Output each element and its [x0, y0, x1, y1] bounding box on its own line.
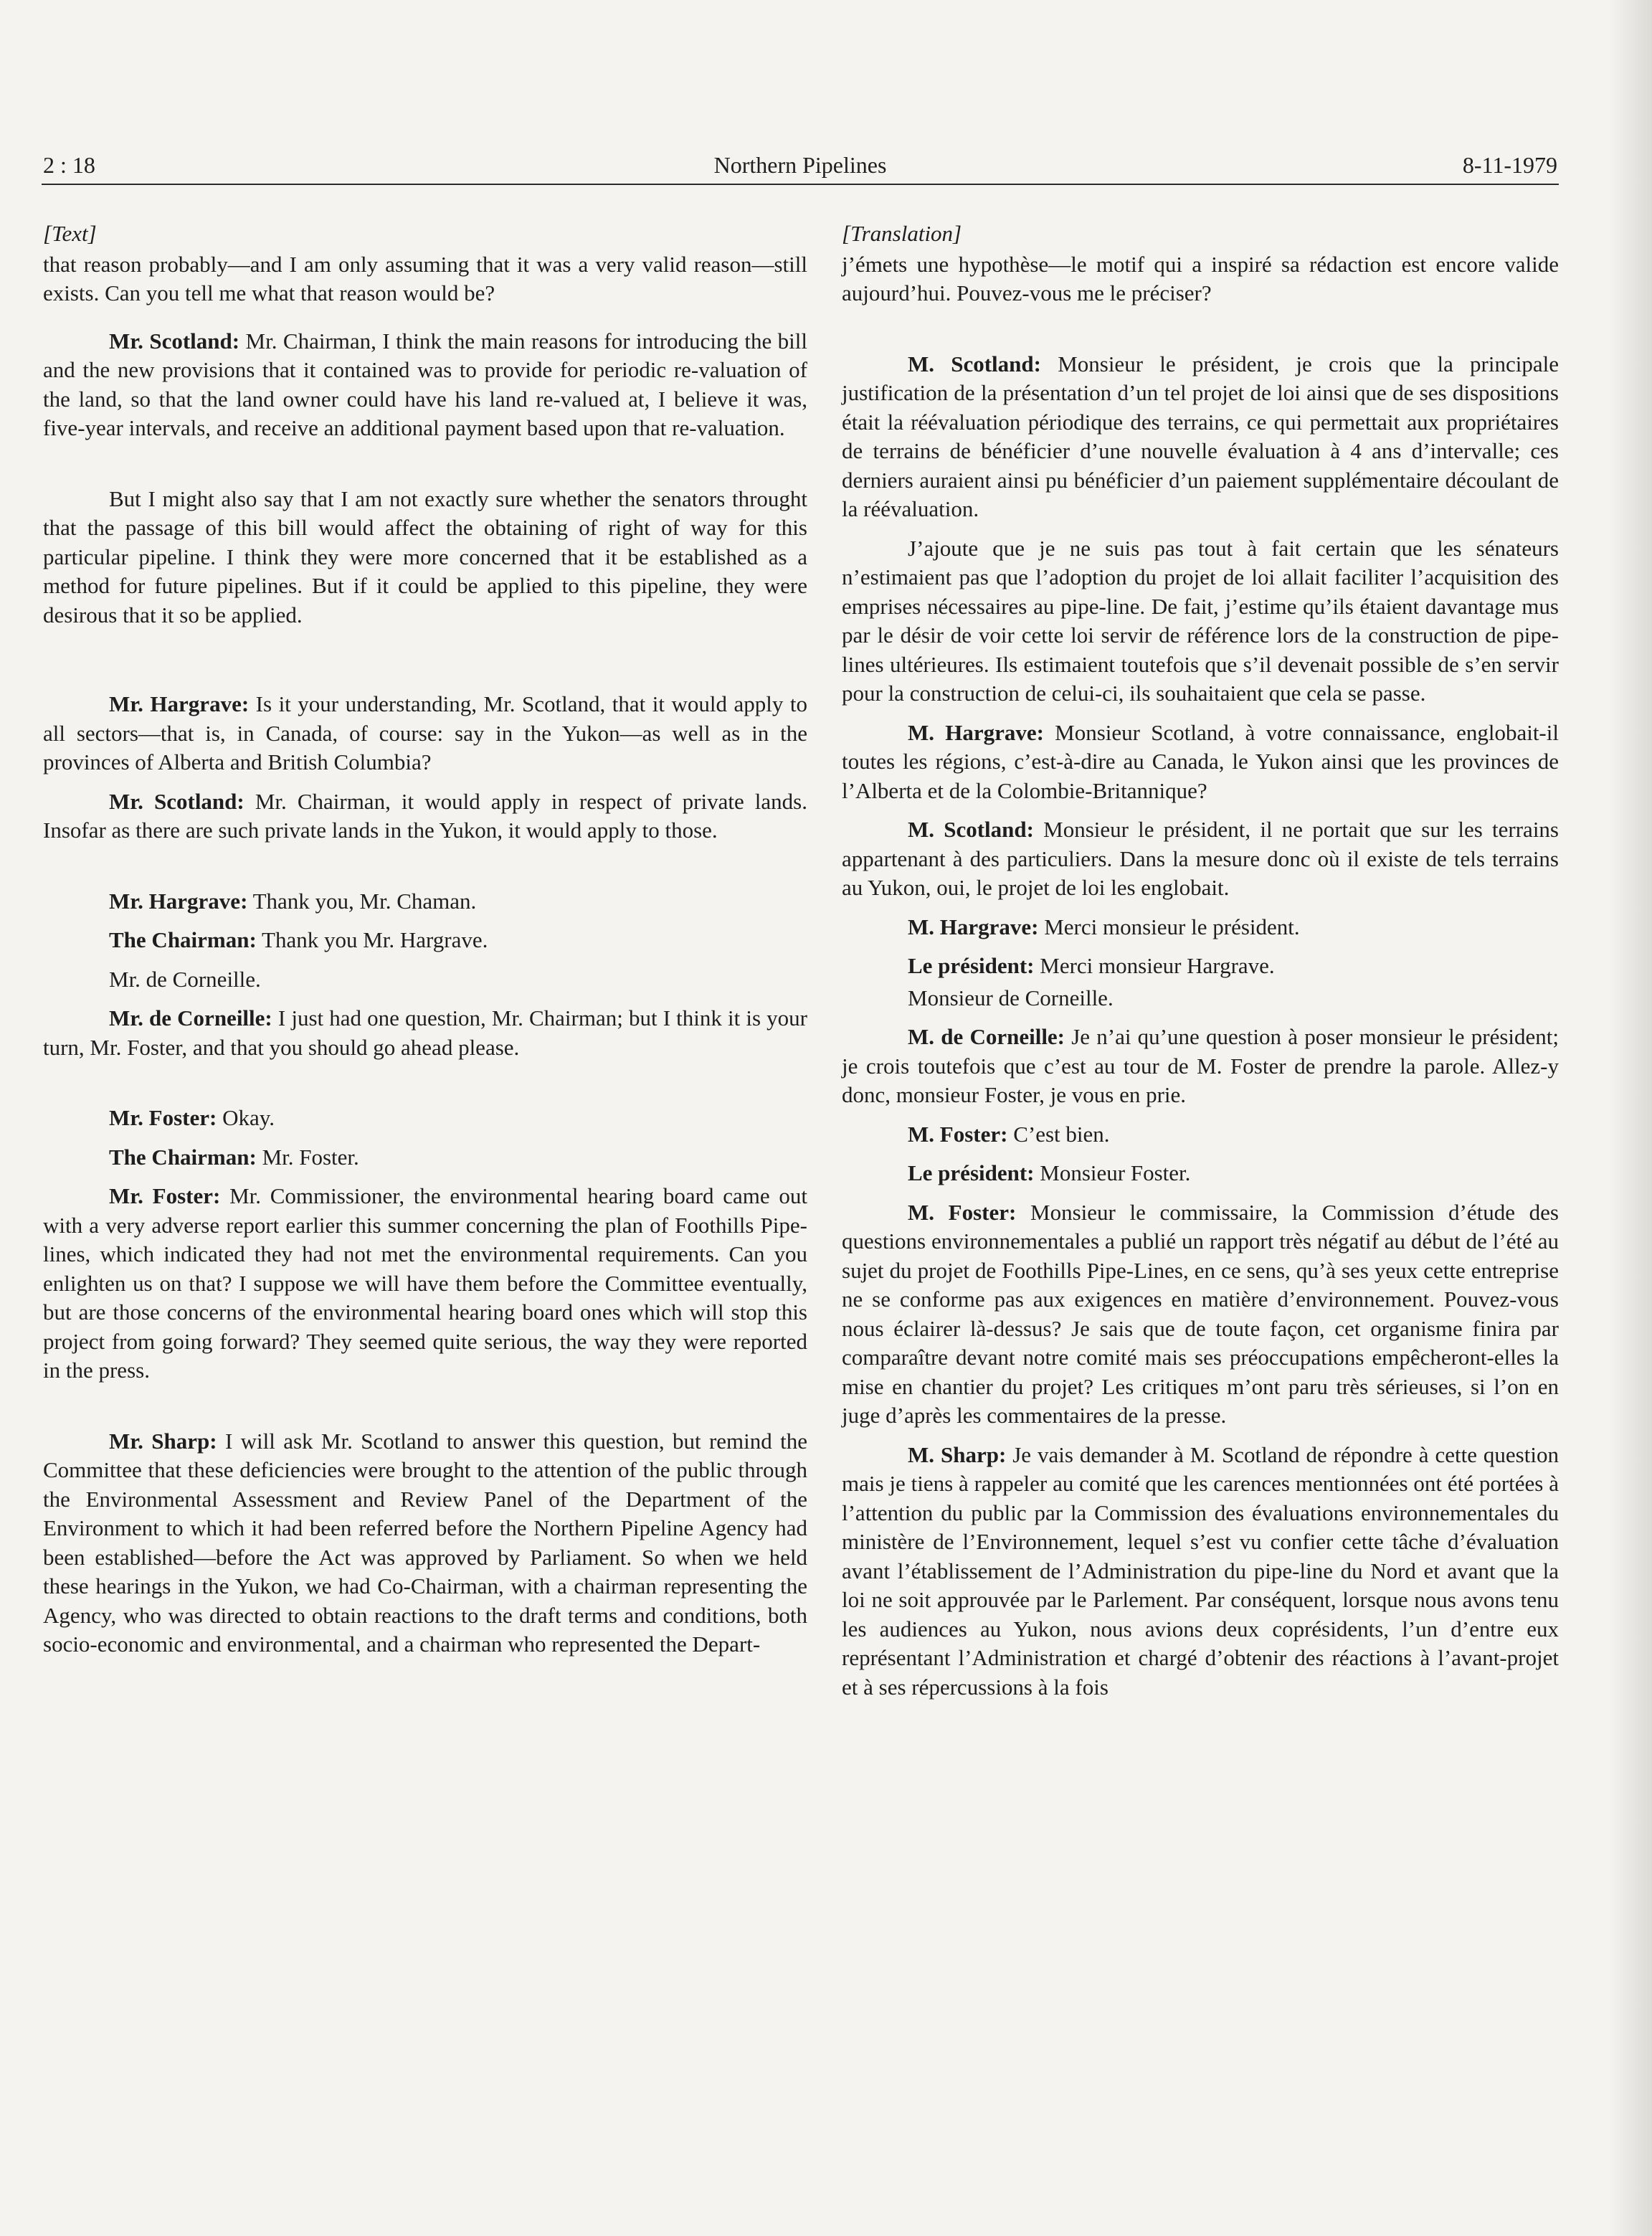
paragraph-text: C’est bien.	[1007, 1121, 1110, 1147]
paragraph-text: Merci monsieur le président.	[1038, 914, 1300, 939]
paragraph-text: But I might also say that I am not exactly sure whether the senators throught that the passage of this bill would affect the obtaining of right of way for this particular pipeline. I think they were more concerned that it be established as a method for future pipelines. But if it could be applied to this pipeline, they were desirous that it so be applied.	[43, 485, 807, 627]
paragraph	[842, 952, 1559, 981]
text-marker: [Text]	[43, 221, 97, 246]
paragraph-text: Mr. Chairman, it would apply in respect of private lands. Insofar as there are such private lands in the Yukon, it would apply to those.	[43, 788, 807, 843]
paragraph-text: Mr. Commissioner, the environmental hearing board came out with a very adverse report earlier this summer concerning the plan of Foothills Pipe-lines, which indicated they had not met the environmental requirements. Can you enlighten us on that? I suppose we will have them before the Committee eventually, but are those concerns of the environmental hearing board ones which will stop this project from going forward? They seemed quite serious, the way they were reported in the press.	[43, 1183, 807, 1383]
paragraph-text: j’émets une hypothèse—le motif qui a inspiré sa rédaction est encore valide aujourd’hui. Pouvez-vous me le préciser?	[842, 251, 1559, 305]
speaker: Le président:	[908, 953, 1035, 978]
paragraph	[43, 887, 807, 916]
page-edge-shadow	[1609, 0, 1652, 2236]
english-column	[43, 219, 807, 1678]
paragraph-text: Thank you Mr. Hargrave.	[256, 927, 488, 952]
paragraph-text: Mr. Chairman, I think the main reasons for introducing the bill and the new provisions that it contained was to provide for periodic re-valuation of the land, so that the land owner could have his land re-valued at, I believe it was, five-year intervals, and receive an additional payment based upon that re-valuation.	[43, 328, 807, 440]
paragraph	[842, 250, 1559, 308]
paragraph-text: that reason probably—and I am only assuming that it was a very valid reason—still exists. Can you tell me what that reason would be?	[43, 251, 807, 305]
paragraph	[43, 1104, 807, 1133]
paragraph-text: Monsieur le président, il ne portait que sur les terrains appartenant à des particuliers. Dans la mesure donc où il existe de tels terrains au Yukon, oui, le projet de loi les englobait.	[842, 817, 1559, 900]
paragraph	[43, 787, 807, 845]
french-column	[842, 219, 1559, 1720]
paragraph	[43, 965, 807, 995]
paragraph-text: Monsieur de Corneille.	[908, 985, 1114, 1010]
paragraph-text: Mr. de Corneille.	[109, 966, 261, 992]
paragraph	[842, 1120, 1559, 1150]
paragraph	[842, 1441, 1559, 1702]
paragraph	[842, 350, 1559, 524]
speaker: M. Sharp:	[908, 1441, 1007, 1467]
speaker: M. Scotland:	[908, 351, 1041, 376]
running-title: Northern Pipelines	[713, 152, 887, 178]
speaker: M. Foster:	[908, 1199, 1017, 1225]
speaker: M. de Corneille:	[908, 1024, 1065, 1049]
speaker: Mr. de Corneille:	[109, 1005, 272, 1031]
paragraph	[43, 1427, 807, 1659]
speaker: The Chairman:	[109, 927, 257, 952]
paragraph	[43, 485, 807, 630]
paragraph	[842, 719, 1559, 806]
paragraph-text: I will ask Mr. Scotland to answer this question, but remind the Committee that these deficiencies were brought to the attention of the public through the Environmental Assessment and Review Panel of the Department of the Environment to which it had been referred before the Northern Pipeline Agency had been established—before the Act was approved by Parliament. So when we held these hearings in the Yukon, we had Co-Chairman, with a chairman representing the Agency, who was directed to obtain reactions to the draft terms and conditions, both socio-economic and environmental, and a chairman who represented the Depart-	[43, 1428, 807, 1657]
paragraph-text: Okay.	[217, 1105, 275, 1130]
paragraph-text: Je n’ai qu’une question à poser monsieur le président; je crois toutefois que c’est au tour de M. Foster de prendre la parole. Allez-y donc, monsieur Foster, je vous en prie.	[842, 1024, 1560, 1107]
paragraph	[43, 1004, 807, 1062]
paragraph	[842, 913, 1559, 942]
paragraph-text: Thank you, Mr. Chaman.	[247, 888, 477, 914]
page-header	[43, 146, 1557, 184]
paragraph-text: J’ajoute que je ne suis pas tout à fait certain que les sénateurs n’estimaient pas que l’adoption du projet de loi allait faciliter l’acquisition des emprises nécessaires au pipe-line. De fait, j’estime qu’ils étaient davantage mus par le désir de voir cette loi servir de référence lors de la construction de pipe-lines ultérieures. Ils estimaient toutefois que s’il devenait possible de s’en servir pour la construction de celui-ci, ils souhaitaient que cela se passe.	[842, 535, 1559, 706]
translation-marker: [Translation]	[842, 221, 962, 246]
paragraph	[842, 1023, 1559, 1110]
paragraph	[43, 327, 807, 443]
paragraph	[842, 534, 1559, 709]
paragraph-text: Is it your understanding, Mr. Scotland, that it would apply to all sectors—that is, in Canada, of course: say in the Yukon—as well as in the provinces of Alberta and British Columbia?	[43, 691, 807, 774]
paragraph	[43, 1143, 807, 1173]
speaker: M. Hargrave:	[908, 719, 1044, 745]
paragraph-text: Merci monsieur Hargrave.	[1034, 953, 1275, 978]
speaker: Le président:	[908, 1160, 1035, 1185]
speaker: Mr. Hargrave:	[109, 691, 250, 716]
paragraph	[842, 1198, 1559, 1431]
paragraph	[43, 690, 807, 777]
paragraph-text: Monsieur le président, je crois que la principale justification de la présentation d’un tel projet de loi ainsi que de ses dispositions était la réévaluation périodique des terrains, ce qui permettait aux propriétaires de terrains de bénéficier d’une nouvelle évaluation à 4 ans d’intervalle; ces derniers auraient ainsi pu bénéficier d’un paiement supplémentaire découlant de la réévaluation.	[842, 351, 1559, 521]
paragraph	[43, 250, 807, 308]
header-rule	[42, 184, 1559, 185]
paragraph	[43, 1182, 807, 1385]
speaker: M. Scotland:	[908, 817, 1034, 842]
page-number: 2 : 18	[43, 152, 95, 178]
paragraph-text: Monsieur le commissaire, la Commission d’étude des questions environnementales a publié un rapport très négatif au début de l’été au sujet du projet de Foothills Pipe-Lines, en ce sens, qu’à ses yeux cette entreprise ne se conforme pas aux exigences en matière d’environnement. Pouvez-vous nous éclairer là-dessus? Je sais que de toute façon, cet organisme finira par comparaître devant notre comité mais ses préoccupations empêcheront-elles la mise en chantier du projet? Les critiques m’ont paru très sérieuses, si l’on en juge d’après les commentaires de la presse.	[842, 1199, 1559, 1428]
paragraph	[842, 984, 1559, 1013]
paragraph-text: Je vais demander à M. Scotland de répondre à cette question mais je tiens à rappeler au comité que les carences mentionnées ont été portées à l’attention du public par la Commission des évaluations environnementales du ministère de l’Environnement, lequel s’est vu confier cette tâche d’évaluation avant l’établissement de l’Administration du pipe-line du Nord et avant que la loi ne soit approuvée par le Parlement. Par conséquent, lorsque nous avons tenu les audiences au Yukon, nous avions deux coprésidents, l’un d’entre eux représentant l’Administration et chargé d’obtenir des réactions à l’avant-projet et à ses répercussions à la fois	[842, 1441, 1559, 1700]
speaker: Mr. Hargrave:	[109, 888, 248, 914]
speaker: Mr. Foster:	[109, 1105, 217, 1130]
speaker: The Chairman:	[109, 1144, 257, 1170]
paragraph-text: Mr. Foster.	[256, 1144, 359, 1170]
speaker: M. Hargrave:	[908, 914, 1039, 939]
paragraph	[842, 1159, 1559, 1188]
speaker: Mr. Scotland:	[109, 328, 240, 354]
paragraph	[43, 926, 807, 955]
header-date: 8-11-1979	[1462, 152, 1557, 178]
paragraph-text: I just had one question, Mr. Chairman; but I think it is your turn, Mr. Foster, and that you should go ahead please.	[43, 1005, 807, 1060]
speaker: Mr. Foster:	[109, 1183, 221, 1208]
paragraph-text: Monsieur Foster.	[1034, 1160, 1191, 1185]
speaker: Mr. Scotland:	[109, 788, 245, 814]
speaker: Mr. Sharp:	[109, 1428, 217, 1454]
paragraph	[842, 815, 1559, 903]
speaker: M. Foster:	[908, 1121, 1008, 1147]
paragraph-text: Monsieur Scotland, à votre connaissance, englobait-il toutes les régions, c’est-à-dire au Canada, le Yukon ainsi que les provinces de l’Alberta et de la Colombie-Britannique?	[842, 719, 1559, 803]
